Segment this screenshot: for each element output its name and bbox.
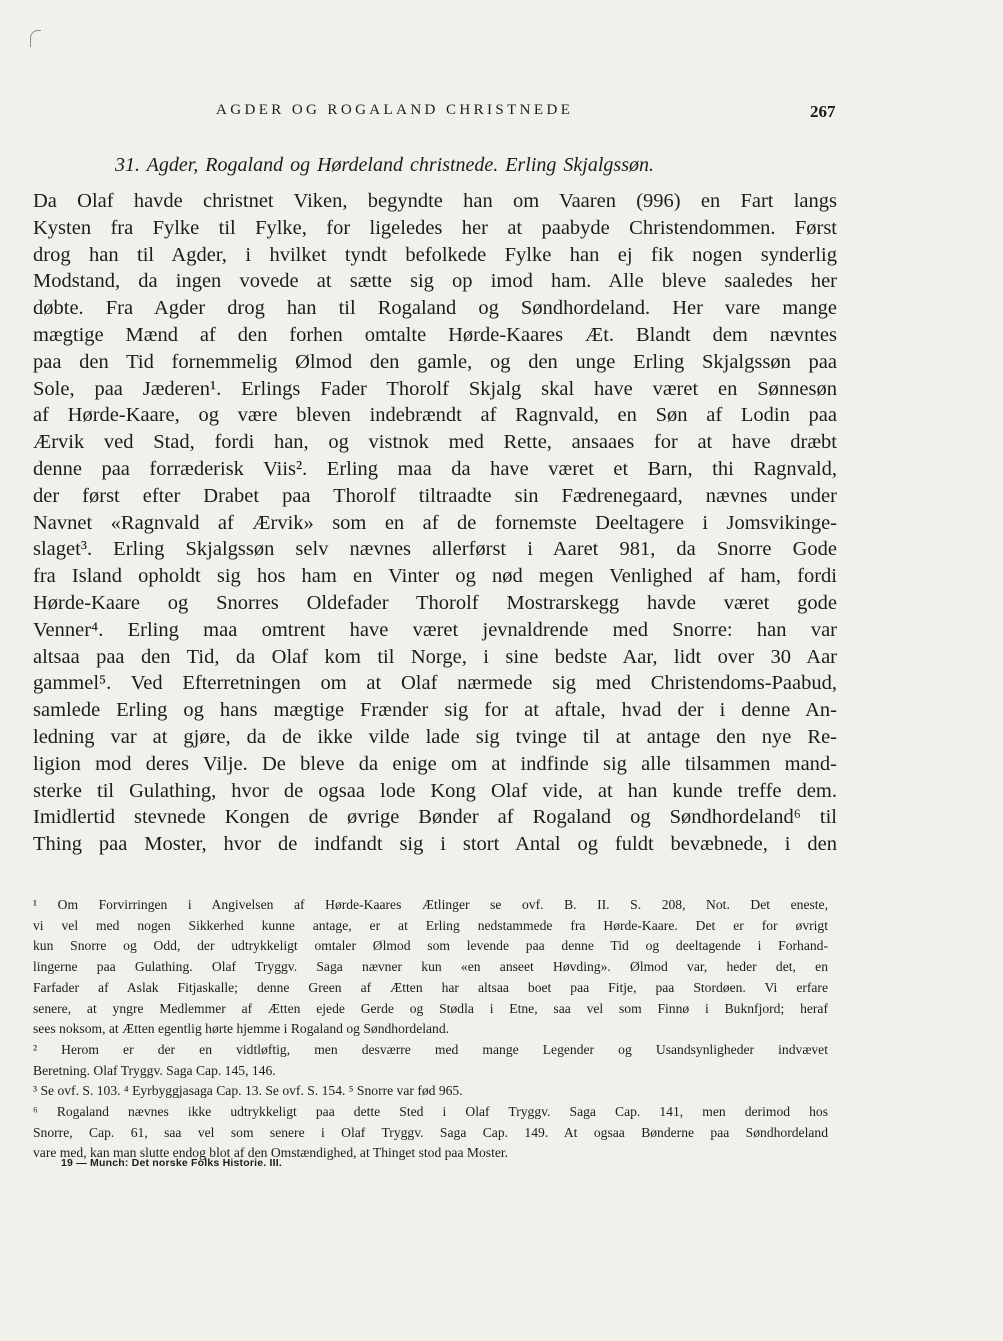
page-number: 267 <box>810 102 836 121</box>
body-line: fra Island opholdt sig hos ham en Vinter og nød megen Venlighed af ham, fordi <box>33 565 837 588</box>
footnote-line: senere, at yngre Medlemmer af Ætten ejede Gerde og Stødla i Etne, saa vel som Finnø i Buknfjord; heraf <box>33 1000 828 1016</box>
body-line: der først efter Drabet paa Thorolf tiltraadte sin Fædrenegaard, nævnes under <box>33 484 837 507</box>
body-line: Thing paa Moster, hvor de indfandt sig i stort Antal og fuldt bevæbnede, i den <box>33 833 837 856</box>
body-line: Venner⁴. Erling maa omtrent have været jevnaldrende med Snorre: han var <box>33 618 837 641</box>
footnote-line: vare med, kan man slutte endog blot af den Omstændighed, at Thinget stod paa Moster. <box>33 1145 509 1161</box>
running-title: AGDER OG ROGALAND CHRISTNEDE <box>216 102 574 118</box>
body-line: ligion mod deres Vilje. De bleve da enige om at indfinde sig alle tilsammen mand- <box>33 752 837 775</box>
body-line: sterke til Gulathing, hvor de ogsaa lode Kong Olaf vide, at han kunde treffe dem. <box>33 779 837 802</box>
footnote-line: ⁶ Rogaland nævnes ikke udtrykkeligt paa dette Sted i Olaf Tryggv. Saga Cap. 141, men derimod hos <box>33 1104 828 1120</box>
footnote-line: ¹ Om Forvirringen i Angivelsen af Hørde-Kaares Ætlinger se ovf. B. II. S. 208, Not. Det eneste, <box>33 897 828 912</box>
footnote-line: vi vel med nogen Sikkerhed kunne antage, er at Erling nedstammede fra Hørde-Kaare. Det er for øvrigt <box>33 917 828 933</box>
body-line: altsaa paa den Tid, da Olaf kom til Norge, i sine bedste Aar, lidt over 30 Aar <box>33 645 837 668</box>
body-line: Navnet «Ragnvald af Ærvik» som en af de fornemste Deeltagere i Jomsvikinge- <box>33 511 837 534</box>
footnotes <box>33 895 828 1164</box>
footnote-line: lingerne paa Gulathing. Olaf Tryggv. Saga nævner kun «en anseet Høvding». Ølmod var, heder det, en <box>33 959 828 975</box>
footnote-line: Snorre, Cap. 61, saa vel som senere i Olaf Tryggv. Saga Cap. 149. At ogsaa Bønderne paa Søndhordeland <box>33 1124 828 1140</box>
body-line: af Hørde-Kaare, og være bleven indebrændt af Ragnvald, en Søn af Lodin paa <box>33 404 837 427</box>
body-line: døbte. Fra Agder drog han til Rogaland og Søndhordeland. Her vare mange <box>33 297 837 320</box>
footnote-line: Farfader af Aslak Fitjaskalle; denne Green af Ætten har altsaa boet paa Fitje, paa Stordøen. Vi erfare <box>33 979 828 995</box>
body-line: denne paa forræderisk Viis². Erling maa da have været et Barn, thi Ragnvald, <box>33 457 837 480</box>
body-line: gammel⁵. Ved Efterretningen om at Olaf nærmede sig med Christendoms-Paabud, <box>33 672 837 695</box>
printer-imprint: 19 — Munch: Det norske Folks Historie. III. <box>61 1157 282 1169</box>
footnote-line: ³ Se ovf. S. 103. ⁴ Eyrbyggjasaga Cap. 13. Se ovf. S. 154. ⁵ Snorre var fød 965. <box>33 1083 463 1099</box>
body-line: Sole, paa Jæderen¹. Erlings Fader Thorolf Skjalg skal have været en Sønnesøn <box>33 377 837 400</box>
footnote-line: sees noksom, at Ætten egentlig hørte hjemme i Rogaland og Søndhordeland. <box>33 1021 450 1037</box>
body-line: paa den Tid fornemmelig Ølmod den gamle, og den unge Erling Skjalgssøn paa <box>33 350 837 373</box>
body-line: Da Olaf havde christnet Viken, begyndte han om Vaaren (996) en Fart langs <box>33 190 837 212</box>
body-text <box>33 188 837 858</box>
body-line: drog han til Agder, i hvilket tyndt befolkede Fylke han ej fik nogen synderlig <box>33 243 837 266</box>
body-line: samlede Erling og hans mægtige Frænder sig for at aftale, hvad der i denne An- <box>33 699 837 722</box>
body-line: slaget³. Erling Skjalgssøn selv nævnes allerførst i Aaret 981, da Snorre Gode <box>33 538 837 561</box>
footnote-line: kun Snorre og Odd, der udtrykkeligt omtaler Ølmod som levende paa denne Tid og deeltagende i Forhand- <box>33 938 828 954</box>
body-line: mægtige Mænd af den forhen omtalte Hørde-Kaares Æt. Blandt dem nævntes <box>33 323 837 346</box>
section-heading: 31. Agder, Rogaland og Hørdeland christnede. Erling Skjalgssøn. <box>115 154 654 176</box>
body-line: Kysten fra Fylke til Fylke, for ligeledes her at paabyde Christendommen. Først <box>33 216 837 239</box>
footnote-line: ² Herom er der en vidtløftig, men desværre med mange Legender og Usandsynligheder indvævet <box>33 1041 828 1057</box>
body-line: Imidlertid stevnede Kongen de øvrige Bønder af Rogaland og Søndhordeland⁶ til <box>33 806 837 829</box>
scan-corner-mark <box>30 30 41 47</box>
body-line: Hørde-Kaare og Snorres Oldefader Thorolf Mostrarskegg havde været gode <box>33 591 837 614</box>
footnote-line: Beretning. Olaf Tryggv. Saga Cap. 145, 146. <box>33 1062 276 1078</box>
body-line: ledning var at gjøre, da de ikke vilde lade sig tvinge til at antage den nye Re- <box>33 725 837 748</box>
body-line: Modstand, da ingen vovede at sætte sig op imod ham. Alle bleve saaledes her <box>33 270 837 293</box>
body-line: Ærvik ved Stad, fordi han, og vistnok med Rette, ansaaes for at have dræbt <box>33 431 837 454</box>
